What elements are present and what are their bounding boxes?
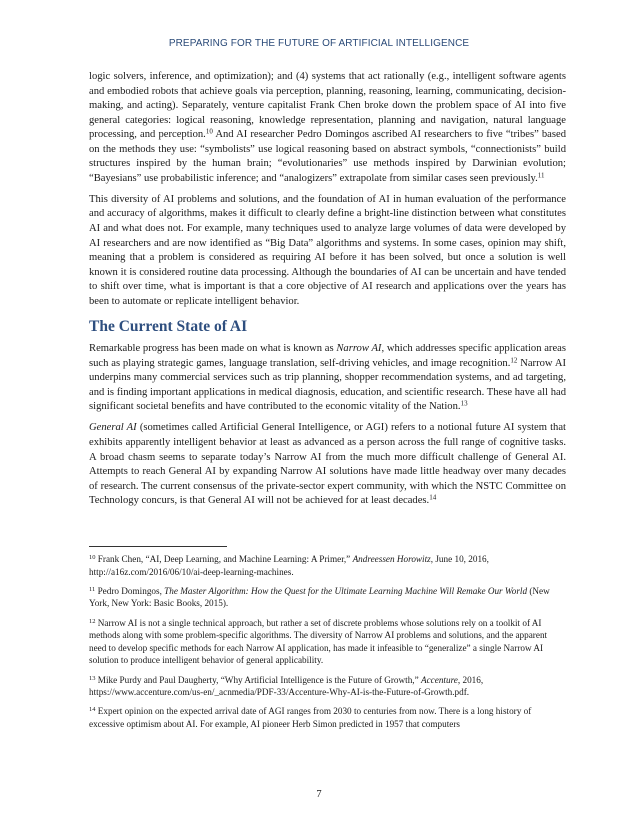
paragraph-1-text-a: logic solvers, inference, and optimization); and (4) systems that act rationally (e.g., intelligent software agents and embodied robots that achieve goals via perception, planning, reasoning, learning, communicating, decision-making, and acting). Separately, venture capitalist Frank Chen broke down the problem space of AI into five general categories: logical reasoning, knowledge representation, planning and navigation, natural language processing, and perception. bbox=[89, 71, 566, 141]
footnote-13 bbox=[89, 674, 566, 699]
footnotes bbox=[89, 546, 566, 737]
paragraph-4-emphasis: General AI bbox=[89, 422, 137, 434]
footnote-link-text[interactable]: , 2016, https://www.accenture.com/us-en/_acnmedia/PDF-33/Accenture-Why-AI-is-the-Future-of-Growth.pdf. bbox=[89, 674, 484, 698]
paragraph-1 bbox=[89, 70, 566, 186]
paragraph-4 bbox=[89, 421, 566, 508]
footnote-text: Pedro Domingos, bbox=[95, 585, 165, 596]
paragraph-2: This diversity of AI problems and solutions, and the foundation of AI in human evaluation of the performance and accuracy of algorithms, makes it difficult to clearly define a bright-line distinction between what constitutes AI and what does not. For example, many techniques used to analyze large volumes of data were developed by AI researchers and are now identified as “Big Data” algorithms and systems. In some cases, opinion may shift, meaning that a problem is considered as requiring AI before it has been solved, but once a solution is well known it is considered routine data processing. Although the boundaries of AI can be uncertain and have tended to shift over time, what is important is that a core objective of AI research and applications over the years has been to automate or replicate intelligent behavior. bbox=[89, 193, 566, 307]
paragraph-3-emphasis: Narrow AI, bbox=[336, 343, 385, 355]
footnote-14 bbox=[89, 705, 566, 730]
footnote-emphasis: The Master Algorithm: How the Quest for the Ultimate Learning Machine Will Remake Our World bbox=[164, 585, 528, 596]
running-header: PREPARING FOR THE FUTURE OF ARTIFICIAL INTELLIGENCE bbox=[168, 38, 470, 49]
footnote-text: Mike Purdy and Paul Daugherty, “Why Artificial Intelligence is the Future of Growth,” bbox=[95, 674, 421, 685]
footnote-divider bbox=[89, 546, 227, 547]
footnote-emphasis: Andreessen Horowitz bbox=[352, 554, 431, 564]
footnote-number: 11 bbox=[89, 585, 96, 593]
footnote-number: 14 bbox=[89, 706, 96, 714]
footnote-ref-10[interactable]: 10 bbox=[205, 127, 213, 136]
footnote-number: 10 bbox=[89, 554, 96, 561]
paragraph-4-text: (sometimes called Artificial General Intelligence, or AGI) refers to a notional future AI system that exhibits apparently intelligent behavior at least as advanced as a person across the full range of cognitive tasks. A broad chasm seems to separate today’s Narrow AI from the much more difficult challenge of General AI. Attempts to reach General AI by expanding Narrow AI solutions have made little headway over many decades of research. The current consensus of the private-sector expert community, with which the NSTC Committee on Technology concurs, is that General AI will not be achieved for at least decades. bbox=[89, 422, 566, 507]
paragraph-3-text-a: Remarkable progress has been made on what is known as bbox=[89, 343, 337, 355]
paragraph-3-text-b: which addresses specific application areas such as playing strategic games, language translation, self-driving vehicles, and image recognition. bbox=[89, 343, 566, 369]
footnote-11 bbox=[89, 585, 566, 610]
footnote-text-tail: (New York, New York: Basic Books, 2015). bbox=[89, 585, 550, 609]
footnote-number: 13 bbox=[89, 674, 96, 682]
paragraph-3-text-c: Narrow AI underpins many commercial services such as trip planning, shopper recommendation systems, and ad targeting, and is finding important applications in medical diagnosis, education, and scientific research. These have all had significant societal benefits and have contributed to the economic vitality of the Nation. bbox=[89, 357, 566, 413]
footnote-ref-11[interactable]: 11 bbox=[537, 171, 545, 180]
body-text bbox=[89, 70, 566, 515]
section-heading: The Current State of AI bbox=[89, 318, 248, 336]
page-number: 7 bbox=[316, 789, 322, 800]
paragraph-1-text-b: And AI researcher Pedro Domingos ascribed AI researchers to five “tribes” based on the methods they use: “symbolists” use logical reasoning based on abstract symbols, “connectionists” build structures inspired by the human brain; “evolutionaries” use methods inspired by Darwinian evolution; “Bayesians” use probabilistic inference; and “analogizers” extrapolate from similar cases seen previously. bbox=[89, 129, 567, 184]
footnote-10 bbox=[89, 553, 566, 578]
footnote-emphasis: Accenture bbox=[420, 674, 458, 685]
footnote-ref-12[interactable]: 12 bbox=[510, 356, 518, 365]
footnote-text: Narrow AI is not a single technical approach, but rather a set of discrete problems whose solutions rely on a toolkit of AI methods along with some problem-specific algorithms. The diversity of Narrow AI problems and solutions, and the apparent need to develop specific methods for each Narrow AI application, has made it infeasible to “generalize” a single Narrow AI solution to produce intelligent behavior of general applicability. bbox=[89, 617, 548, 666]
footnote-number: 12 bbox=[89, 617, 96, 625]
footnote-text: Expert opinion on the expected arrival date of AGI ranges from 2030 to centuries from now. There is a long history of excessive optimism about AI. For example, AI pioneer Herb Simon predicted in 1957 that computers bbox=[89, 706, 532, 729]
footnote-ref-14[interactable]: 14 bbox=[429, 493, 437, 502]
footnote-12 bbox=[89, 617, 566, 667]
footnote-text: Frank Chen, “AI, Deep Learning, and Machine Learning: A Primer,” bbox=[95, 554, 353, 564]
footnote-link-text[interactable]: , June 10, 2016, http://a16z.com/2016/06/10/ai-deep-learning-machines. bbox=[89, 554, 489, 577]
paragraph-3 bbox=[89, 342, 566, 415]
footnote-ref-13[interactable]: 13 bbox=[460, 399, 468, 408]
